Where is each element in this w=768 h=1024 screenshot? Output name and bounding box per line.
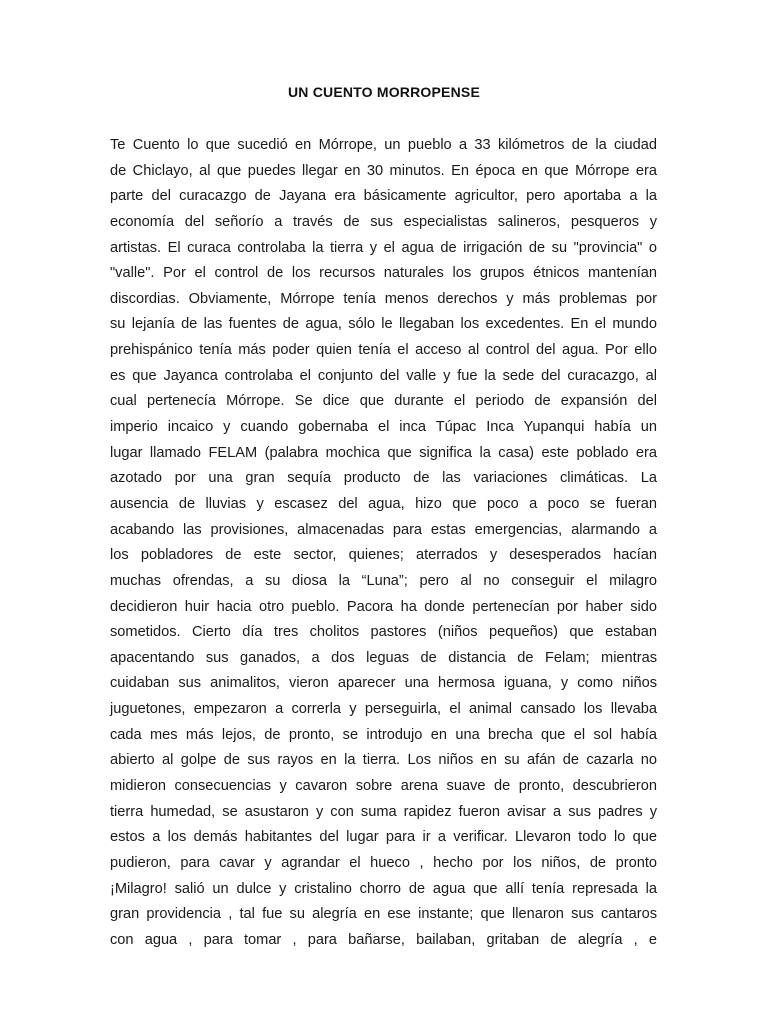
text-line: gran providencia , tal fue su alegría en ese instante; que llenaron sus cantaros (110, 906, 657, 923)
text-line: tierra humedad, se asustaron y con suma rapidez fueron avisar a sus padres y (110, 803, 657, 820)
text-line: ausencia de lluvias y escasez del agua, hizo que poco a poco se fueran (110, 495, 657, 512)
text-line: azotado por una gran sequía producto de las variaciones climáticas. La (110, 470, 657, 487)
text-line: prehispánico tenía más poder quien tenía el acceso al control del agua. Por ello (110, 342, 657, 359)
text-line: apacentando sus ganados, a dos leguas de distancia de Felam; mientras (110, 649, 657, 666)
text-line: de Chiclayo, al que puedes llegar en 30 minutos. En época en que Mórrope era (110, 162, 657, 179)
document-body (110, 135, 657, 956)
text-line: imperio incaico y cuando gobernaba el inca Túpac Inca Yupanqui había un (110, 419, 657, 436)
text-line: pudieron, para cavar y agrandar el hueco , hecho por los niños, de pronto (110, 854, 657, 871)
text-line: cuidaban sus animalitos, vieron aparecer una hermosa iguana, y como niños (110, 675, 657, 692)
text-line: sometidos. Cierto día tres cholitos pastores (niños pequeños) que estaban (110, 624, 657, 641)
text-line: estos a los demás habitantes del lugar para ir a verificar. Llevaron todo lo que (110, 829, 657, 846)
text-line: artistas. El curaca controlaba la tierra y el agua de irrigación de su "provincia" o (110, 239, 657, 256)
text-line: abierto al golpe de sus rayos en la tierra. Los niños en su afán de cazarla no (110, 752, 657, 769)
text-line: ¡Milagro! salió un dulce y cristalino chorro de agua que allí tenía represada la (110, 880, 657, 897)
text-line: midieron consecuencias y cavaron sobre arena suave de pronto, descubrieron (110, 778, 657, 795)
text-line: muchas ofrendas, a su diosa la “Luna”; pero al no conseguir el milagro (110, 572, 657, 589)
text-line: acabando las provisiones, almacenadas para estas emergencias, alarmando a (110, 521, 657, 538)
text-line: su lejanía de las fuentes de agua, sólo le llegaban los excedentes. En el mundo (110, 316, 657, 333)
document-title: UN CUENTO MORROPENSE (288, 84, 480, 100)
text-line: Te Cuento lo que sucedió en Mórrope, un pueblo a 33 kilómetros de la ciudad (110, 137, 657, 153)
text-line: cual pertenecía Mórrope. Se dice que durante el periodo de expansión del (110, 393, 657, 410)
text-line: es que Jayanca controlaba el conjunto del valle y fue la sede del curacazgo, al (110, 367, 657, 384)
text-line: los pobladores de este sector, quienes; aterrados y desesperados hacían (110, 547, 657, 564)
text-line: parte del curacazgo de Jayana era básicamente agricultor, pero aportaba a la (110, 188, 657, 205)
text-line: con agua , para tomar , para bañarse, bailaban, gritaban de alegría , e (110, 931, 657, 948)
text-line: cada mes más lejos, de pronto, se introdujo en una brecha que el sol había (110, 726, 657, 743)
text-line: "valle". Por el control de los recursos naturales los grupos étnicos mantenían (110, 265, 657, 282)
text-line: discordias. Obviamente, Mórrope tenía menos derechos y más problemas por (110, 290, 657, 307)
text-line: juguetones, empezaron a correrla y perseguirla, el animal cansado los llevaba (110, 701, 657, 718)
text-line: decidieron huir hacia otro pueblo. Pacora ha donde pertenecían por haber sido (110, 598, 657, 615)
text-line: lugar llamado FELAM (palabra mochica que significa la casa) este poblado era (110, 444, 657, 461)
text-line: economía del señorío a través de sus especialistas salineros, pesqueros y (110, 213, 657, 230)
